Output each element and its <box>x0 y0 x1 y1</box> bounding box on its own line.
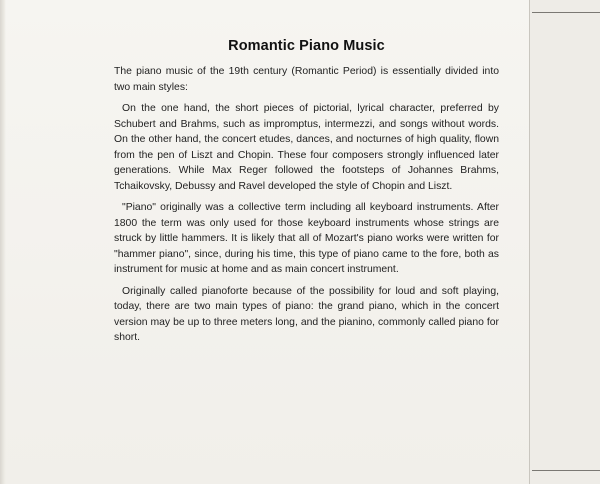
top-crop-mark <box>532 12 600 13</box>
document-title: Romantic Piano Music <box>228 38 385 54</box>
paragraph-piano-term: "Piano" originally was a collective term including all keyboard instruments. After 1800 the term was only used for those keyboard instruments whose strings are struck by little hammers. It is likely that all of Mozart's piano works were written for "hammer piano", since, during his time, this type of piano came to the fore, both as instrument for music at home and as main concert instrument. <box>114 202 499 275</box>
paragraph-intro: The piano music of the 19th century (Romantic Period) is essentially divided into two main styles: <box>114 66 499 93</box>
right-margin-strip <box>530 0 600 484</box>
paragraph-composers: On the one hand, the short pieces of pictorial, lyrical character, preferred by Schubert and Brahms, such as impromptus, intermezzi, and songs without words. On the other hand, the concert etudes, dances, and nocturnes of high quality, flown from the pen of Liszt and Chopin. These four composers strongly influenced later generations. While Max Reger followed the footsteps of Johannes Brahms, Tchaikovsky, Debussy and Ravel developed the style of Chopin and Liszt. <box>114 103 499 192</box>
paragraph-pianoforte: Originally called pianoforte because of the possibility for loud and soft playing, today, there are two main types of piano: the grand piano, which in the concert version may be up to three meters long, and the pianino, commonly called piano for short. <box>114 285 499 343</box>
text-block <box>114 38 499 352</box>
left-binding-edge <box>0 0 6 484</box>
bottom-crop-mark <box>532 470 600 471</box>
